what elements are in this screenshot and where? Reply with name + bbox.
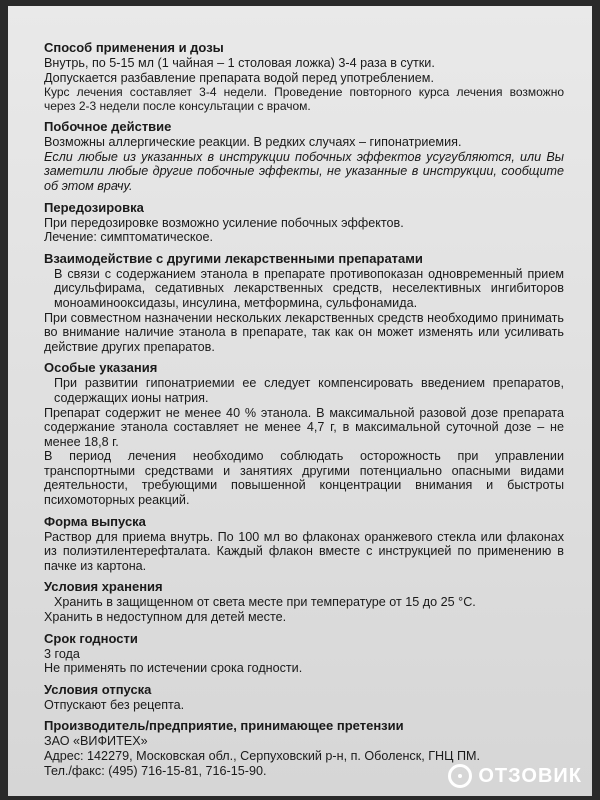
otzovik-logo-icon — [448, 764, 472, 788]
watermark-text: ОТЗОВИК — [478, 764, 582, 787]
leaflet-page — [8, 6, 592, 796]
paragraph: Хранить в защищенном от света месте при температуре от 15 до 25 °С. — [54, 595, 476, 610]
paragraph: Внутрь, по 5-15 мл (1 чайная – 1 столовая ложка) 3-4 раза в сутки. — [44, 56, 435, 70]
section-title: Производитель/предприятие, принимающее претензии — [44, 718, 404, 734]
paragraph: Курс лечения составляет 3-4 недели. Проведение повторного курса лечения возможно через 2-3 недели после консультации с врачом. — [44, 85, 564, 114]
section-overdose — [44, 200, 564, 245]
paragraph: В связи с содержанием этанола в препарате противопоказан одновременный прием дисульфирама, седативных лекарственных средств, неселективных ингибиторов моноаминооксидазы, инсулина, метформина, сульфонамида. — [54, 266, 564, 310]
section-special-instructions — [44, 360, 564, 507]
paragraph: Отпускают без рецепта. — [44, 697, 185, 712]
section-interactions — [44, 251, 564, 355]
paragraph: Препарат содержит не менее 40 % этанола. В максимальной разовой дозе препарата содержание этанола составляет не менее 4,7 г, в максимальной суточной дозе – не менее 18,8 г. — [44, 405, 564, 449]
section-dispensing — [44, 682, 564, 713]
section-title: Способ применения и дозы — [44, 40, 224, 55]
section-title: Взаимодействие с другими лекарственными препаратами — [44, 250, 423, 266]
section-title: Побочное действие — [44, 119, 172, 135]
section-title: Условия отпуска — [44, 681, 152, 697]
paragraph: Возможны аллергические реакции. В редких случаях – гипонатриемия. — [44, 135, 462, 150]
paragraph: Допускается разбавление препарата водой перед употреблением. — [44, 70, 434, 85]
paragraph: При развитии гипонатриемии ее следует компенсировать введением препаратов, содержащих ионы натрия. — [54, 376, 564, 405]
paragraph: Хранить в недоступном для детей месте. — [44, 610, 287, 625]
section-title: Особые указания — [44, 360, 158, 376]
paragraph: Не применять по истечении срока годности. — [44, 661, 303, 676]
otzovik-watermark — [448, 764, 582, 788]
paragraph: При совместном назначении нескольких лекарственных средств необходимо принимать во внимание наличие этанола в препарате, так как он может изменять или усиливать действие других препаратов. — [44, 310, 564, 354]
section-title: Форма выпуска — [44, 513, 146, 529]
paragraph: Тел./факс: (495) 716-15-81, 716-15-90. — [44, 763, 267, 778]
section-dosage — [44, 40, 564, 113]
paragraph: Лечение: симптоматическое. — [44, 230, 214, 245]
section-release-form — [44, 514, 564, 574]
paragraph: ЗАО «ВИФИТЕХ» — [44, 734, 148, 749]
leaflet-content — [44, 40, 564, 784]
paragraph: При передозировке возможно усиление побочных эффектов. — [44, 215, 404, 230]
paragraph: Раствор для приема внутрь. По 100 мл во флаконах оранжевого стекла или флаконах из полиэтилентерефталата. Каждый флакон вместе с инструкцией по применению в пачке из картона. — [44, 529, 564, 573]
section-storage — [44, 579, 564, 624]
section-shelf-life — [44, 631, 564, 676]
section-title: Передозировка — [44, 199, 144, 215]
paragraph: Адрес: 142279, Московская обл., Серпуховский р-н, п. Оболенск, ГНЦ ПМ. — [44, 749, 481, 763]
paragraph: Если любые из указанных в инструкции побочных эффектов усугубляются, или Вы заметили любые другие побочные эффекты, не указанные в инструкции, сообщите об этом врачу. — [44, 149, 564, 193]
section-title: Условия хранения — [44, 579, 163, 595]
section-side-effects — [44, 119, 564, 193]
section-title: Срок годности — [44, 630, 138, 646]
paragraph: 3 года — [44, 646, 80, 661]
paragraph: В период лечения необходимо соблюдать осторожность при управлении транспортными средствами и занятиях другими потенциально опасными видами деятельности, требующими повышенной концентрации внимания и быстроты психомоторных реакций. — [44, 449, 564, 508]
